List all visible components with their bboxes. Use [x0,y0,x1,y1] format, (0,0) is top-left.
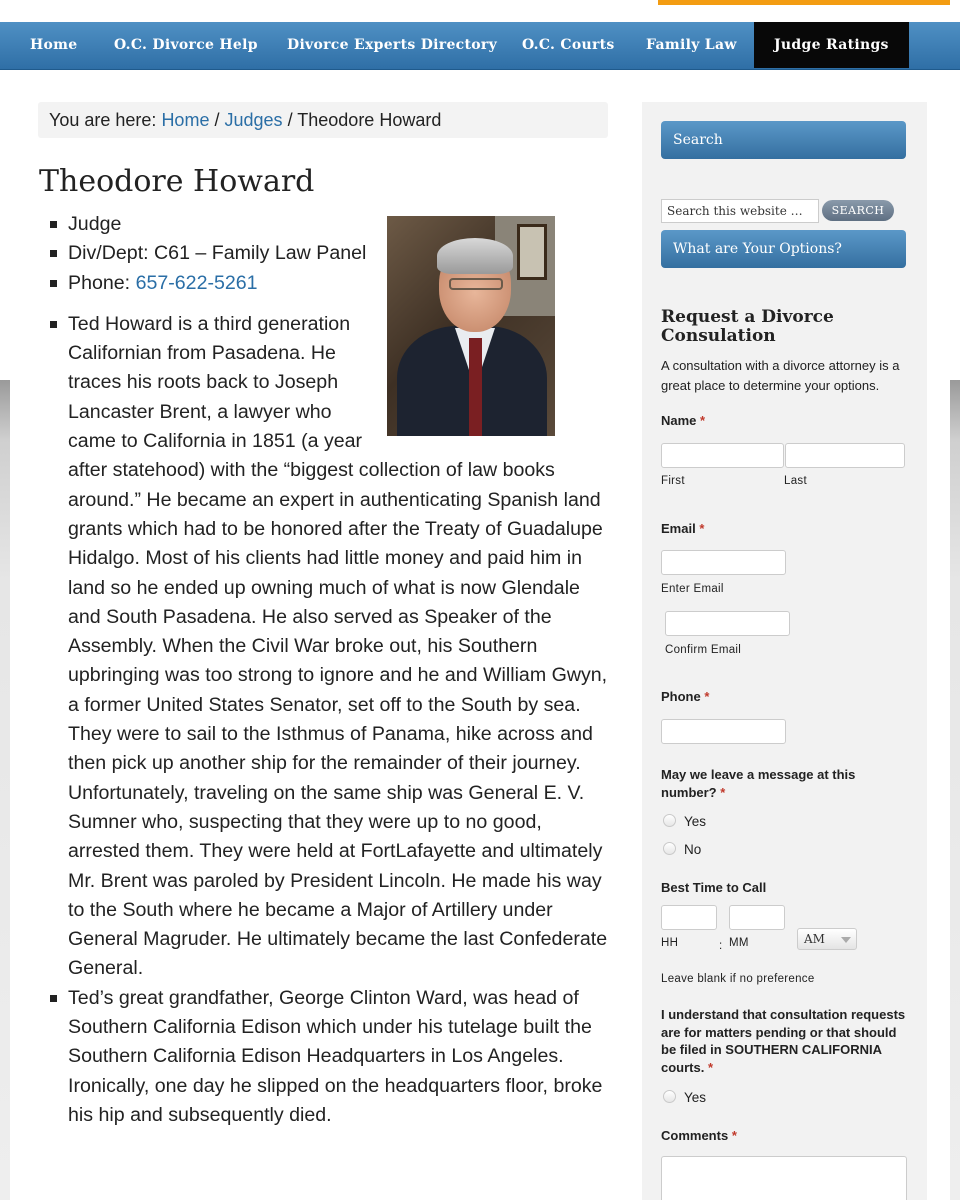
email-input[interactable] [661,550,786,575]
fact-phone [50,269,610,298]
understand-yes-checkbox[interactable] [663,1090,676,1103]
first-sublabel: First [661,475,685,487]
name-label: Name * [661,413,706,428]
comments-textarea[interactable] [661,1156,907,1200]
phone-label: Phone: [68,271,131,294]
nav-home[interactable]: Home [30,37,78,53]
nav-oc-courts[interactable]: O.C. Courts [522,37,615,53]
phone-link[interactable]: 657-622-5261 [135,271,258,294]
understand-yes-label: Yes [684,1090,707,1105]
fact-dept: Div/Dept: C61 – Family Law Panel [50,239,610,268]
message-question-label: May we leave a message at this number? * [661,767,856,800]
nav-divorce-experts-directory[interactable]: Divorce Experts Directory [287,37,498,53]
message-yes-label: Yes [684,814,707,829]
best-time-label: Best Time to Call [661,880,767,895]
search-button[interactable]: SEARCH [822,200,894,221]
nav-family-law[interactable]: Family Law [646,37,737,53]
page-container [10,76,950,1200]
breadcrumb-separator: / [214,110,220,130]
form-description: A consultation with a divorce attorney is a great place to determine your options. [661,358,900,393]
form-title: Request a Divorce Consulation [661,307,834,346]
blank-note: Leave blank if no preference [661,973,815,985]
enter-email-sublabel: Enter Email [661,583,724,595]
message-no-label: No [684,842,702,857]
phone-input[interactable] [661,719,786,744]
breadcrumb-separator: / [287,110,293,130]
chevron-down-icon [841,937,851,943]
top-accent-bar [658,0,950,5]
hh-sublabel: HH [661,937,679,949]
hour-input[interactable] [661,905,717,930]
email-label: Email * [661,521,705,536]
comments-label: Comments * [661,1128,737,1143]
search-input[interactable]: Search this website … [661,199,819,223]
breadcrumb-home-link[interactable]: Home [161,110,210,130]
nav-judge-ratings[interactable]: Judge Ratings [754,22,909,68]
last-name-input[interactable] [785,443,905,468]
time-colon: : [719,940,723,952]
breadcrumb-prefix: You are here: [49,110,157,130]
breadcrumb-current: Theodore Howard [297,110,442,130]
page-title: Theodore Howard [39,164,315,199]
main-nav [0,22,960,70]
search-widget-heading: Search [661,121,906,159]
confirm-email-sublabel: Confirm Email [665,644,742,656]
bio-paragraph: Ted’s great grandfather, George Clinton Ward, was head of Southern California Edison which under his tutelage built the Southern California Edison Headquarters in Los Angeles. Ironically, one day he slipped on the headquarters floor, broke his hip and subsequently died. [50,984,610,1130]
nav-oc-divorce-help[interactable]: O.C. Divorce Help [114,37,258,53]
mm-sublabel: MM [729,937,749,949]
judge-bio-list [50,310,610,1130]
judge-facts-list [50,210,610,298]
first-name-input[interactable] [661,443,784,468]
understand-label: I understand that consultation requests are for matters pending or that should be filed in SOUTHERN CALIFORNIA courts. * [661,1007,906,1075]
options-widget-heading: What are Your Options? [661,230,906,268]
last-sublabel: Last [784,475,807,487]
ampm-select[interactable]: AM [797,928,857,950]
minute-input[interactable] [729,905,785,930]
phone-field-label: Phone * [661,689,710,704]
message-yes-radio[interactable] [663,814,676,827]
breadcrumb-judges-link[interactable]: Judges [224,110,283,130]
judge-content [50,210,610,1130]
message-no-radio[interactable] [663,842,676,855]
sidebar [642,102,927,1200]
bio-paragraph: Ted Howard is a third generation Californian from Pasadena. He traces his roots back to Joseph Lancaster Brent, a lawyer who came to California in 1851 (a year after statehood) with the “biggest collection of law books around.” He became an expert in authenticating Spanish land grants which had to be honored after the Treaty of Guadalupe Hidalgo. Most of his clients had little money and paid him in land so he ended up owning much of what is now Glendale and South Pasadena. He also served as Speaker of the Assembly. When the Civil War broke out, his Southern upbringing was too strong to ignore and he and William Gwyn, a former United States Senator, set off to the South by sea. They were to sail to the Isthmus of Panama, hike across and then pick up another ship for the remainder of their journey. Unfortunately, traveling on the same ship was General E. V. Sumner who, suspecting that they were up to no good, arrested them. They were held at FortLafayette and ultimately Mr. Brent was paroled by President Lincoln. He made his way to the South where he became a Major of Artillery under General Magruder. He ultimately became the last Confederate General. [50,310,610,984]
breadcrumb [38,102,608,138]
fact-role: Judge [50,210,610,239]
confirm-email-input[interactable] [665,611,790,636]
